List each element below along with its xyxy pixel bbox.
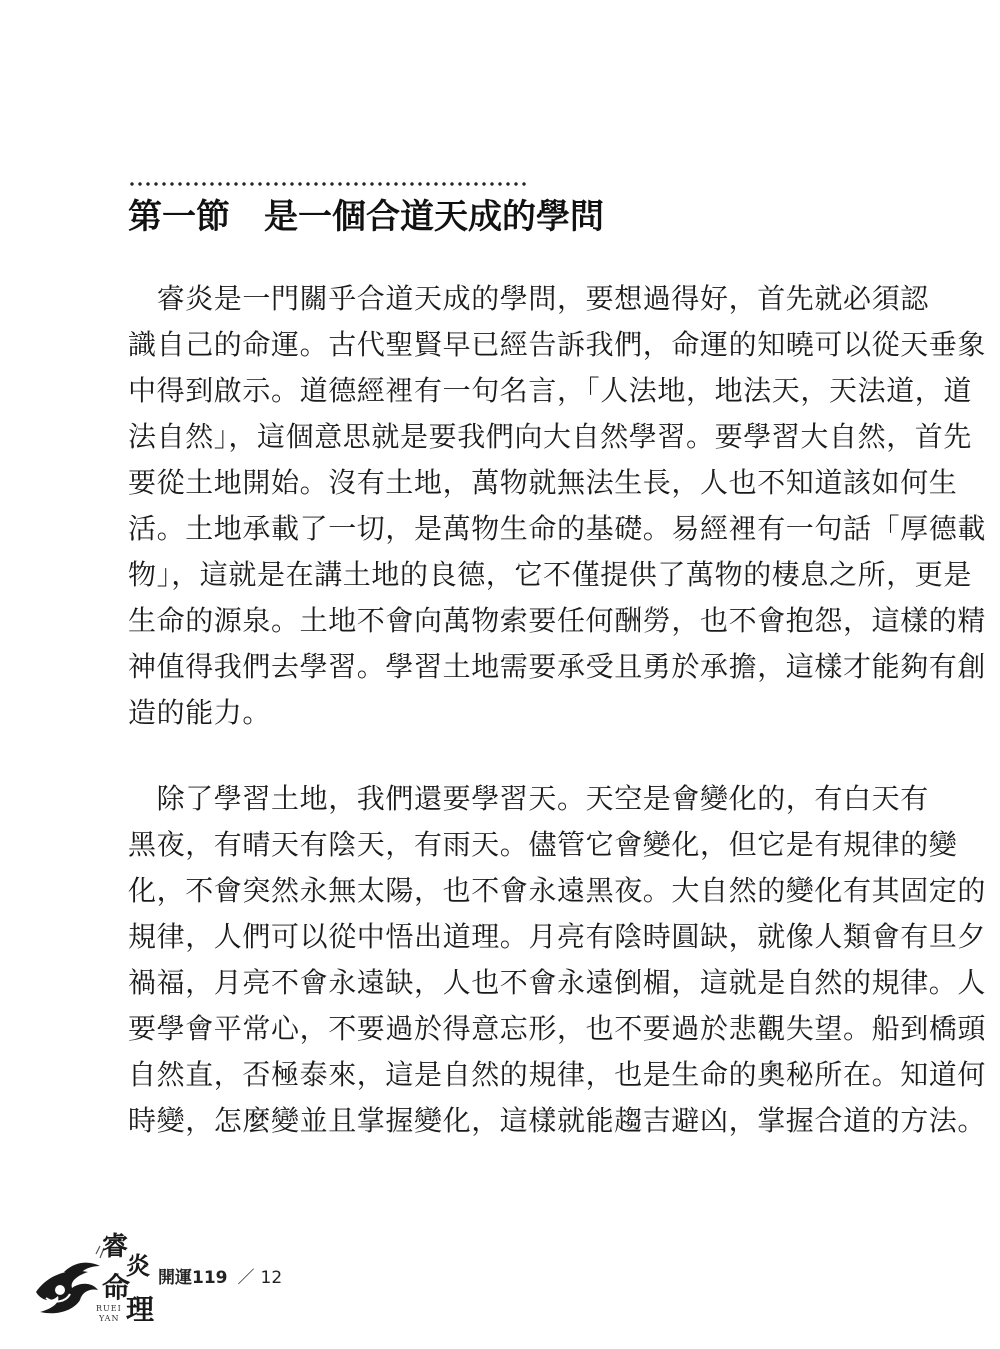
- dotted-title-rule: [128, 181, 528, 187]
- paragraph-line: 自然直，否極泰來，這是自然的規律，也是生命的奧秘所在。知道何: [128, 1058, 987, 1091]
- paragraph-line: 睿炎是一門關乎合道天成的學問，要想過得好，首先就必須認: [128, 282, 929, 315]
- paragraph-line: 生命的源泉。土地不會向萬物索要任何酬勞，也不會抱怨，這樣的精: [128, 604, 987, 637]
- paragraph-line: 時變，怎麼變並且掌握變化，這樣就能趨吉避凶，掌握合道的方法。: [128, 1104, 987, 1137]
- page-number: 12: [260, 1268, 283, 1288]
- magazine-name: 開運119: [158, 1268, 228, 1288]
- logo-char: 睿: [102, 1232, 129, 1262]
- page-footer: [30, 1232, 430, 1332]
- paragraph-line: 活。土地承載了一切，是萬物生命的基礎。易經裡有一句話「厚德載: [128, 512, 987, 545]
- paragraph-line: 化，不會突然永無太陽，也不會永遠黑夜。大自然的變化有其固定的: [128, 874, 987, 907]
- logo-char: 命: [102, 1271, 131, 1304]
- page-info: [158, 1263, 282, 1288]
- logo-latin-text: RUEI: [96, 1304, 122, 1313]
- logo-char: 炎: [126, 1251, 150, 1280]
- paragraph-line: 規律，人們可以從中悟出道理。月亮有陰時圓缺，就像人類會有旦夕: [128, 920, 987, 953]
- paragraph-line: 識自己的命運。古代聖賢早已經告訴我們，命運的知曉可以從天垂象: [128, 328, 987, 361]
- page-separator: ／: [237, 1268, 255, 1288]
- paragraph-1: [128, 276, 987, 736]
- paragraph-line: 神值得我們去學習。學習土地需要承受且勇於承擔，這樣才能夠有創: [128, 650, 987, 683]
- paragraph-line: 除了學習土地，我們還要學習天。天空是會變化的，有白天有: [128, 782, 929, 815]
- section-title: 第一節 是一個合道天成的學問: [128, 197, 604, 237]
- paragraph-line: 物」，這就是在講土地的良德，它不僅提供了萬物的棲息之所，更是: [128, 558, 973, 591]
- paragraph-line: 黑夜，有晴天有陰天，有雨天。儘管它會變化，但它是有規律的變: [128, 828, 958, 861]
- paragraph-line: 要從土地開始。沒有土地，萬物就無法生長，人也不知道該如何生: [128, 466, 958, 499]
- paragraph-line: 中得到啟示。道德經裡有一句名言，「人法地，地法天，天法道，道: [128, 374, 973, 407]
- paragraph-line: 禍福，月亮不會永遠缺，人也不會永遠倒楣，這就是自然的規律。人: [128, 966, 987, 999]
- paragraph-2: [128, 776, 987, 1144]
- logo-char: 理: [126, 1293, 155, 1326]
- paragraph-line: 要學會平常心，不要過於得意忘形，也不要過於悲觀失望。船到橋頭: [128, 1012, 987, 1045]
- paragraph-line: 法自然」，這個意思就是要我們向大自然學習。要學習大自然，首先: [128, 420, 973, 453]
- paragraph-line: 造的能力。: [128, 696, 272, 729]
- logo-latin-text: YAN: [99, 1314, 120, 1323]
